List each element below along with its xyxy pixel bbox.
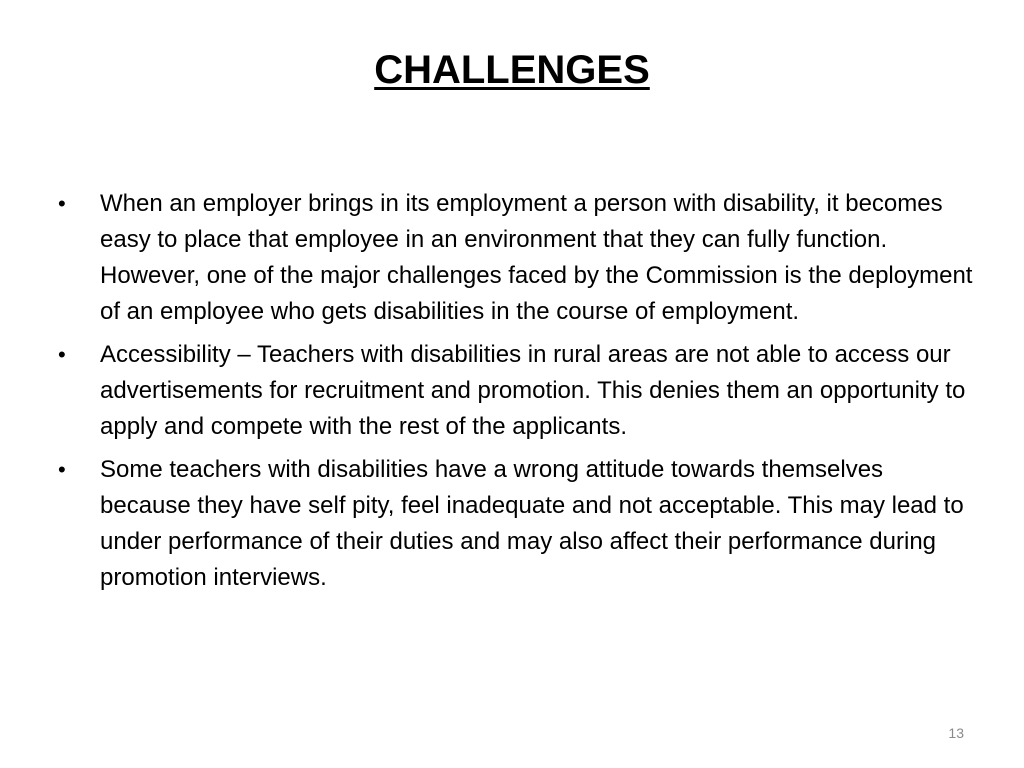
slide-title: CHALLENGES	[374, 48, 650, 92]
bullet-icon: •	[58, 342, 66, 367]
bullet-item	[58, 337, 978, 445]
bullet-icon: •	[58, 191, 66, 216]
bullet-item	[58, 186, 978, 330]
bullet-item	[58, 452, 978, 596]
bullet-list	[58, 186, 978, 603]
bullet-text: Some teachers with disabilities have a wrong attitude towards themselves because they have self pity, feel inadequate and not acceptable. This may lead to under performance of their duties and may also affect their performance during promotion interviews.	[100, 456, 964, 591]
slide-number: 13	[948, 725, 964, 741]
bullet-text: When an employer brings in its employment a person with disability, it becomes easy to place that employee in an environment that they can fully function. However, one of the major challenges faced by the Commission is the deployment of an employee who gets disabilities in the course of employment.	[100, 190, 973, 325]
bullet-icon: •	[58, 457, 66, 482]
bullet-text: Accessibility – Teachers with disabilities in rural areas are not able to access our advertisements for recruitment and promotion. This denies them an opportunity to apply and compete with the rest of the applicants.	[100, 341, 966, 440]
